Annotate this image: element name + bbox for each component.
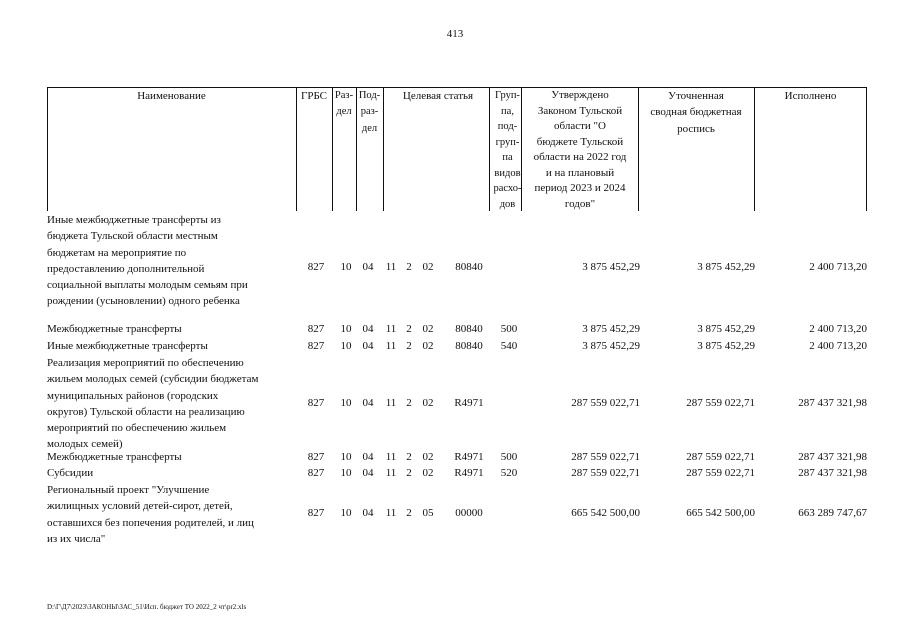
row-approved: 665 542 500,00 bbox=[571, 507, 640, 519]
header-grbs: ГРБС bbox=[300, 90, 328, 102]
row-group: 500 bbox=[500, 451, 518, 463]
row-group: 540 bbox=[500, 340, 518, 352]
row-approved: 3 875 452,29 bbox=[582, 261, 640, 273]
row-grbs: 827 bbox=[307, 323, 325, 335]
row-target-subprogram: 2 bbox=[406, 467, 412, 479]
row-updated: 3 875 452,29 bbox=[697, 261, 755, 273]
row-name: Региональный проект "Улучшение жилищных условий детей-сирот, детей, оставшихся без попечения родителей, и лиц из их числа" bbox=[47, 484, 254, 545]
row-target-code: 80840 bbox=[455, 340, 483, 352]
table-header bbox=[47, 88, 867, 211]
row-target-event: 05 bbox=[422, 507, 434, 519]
row-approved: 3 875 452,29 bbox=[582, 340, 640, 352]
row-updated: 3 875 452,29 bbox=[697, 323, 755, 335]
row-target-subprogram: 2 bbox=[406, 323, 412, 335]
row-target-code: R4971 bbox=[454, 467, 484, 479]
row-podrazdel: 04 bbox=[362, 507, 374, 519]
row-podrazdel: 04 bbox=[362, 467, 374, 479]
row-target-code: 80840 bbox=[455, 323, 483, 335]
row-target-program: 11 bbox=[385, 397, 397, 409]
row-razdel: 10 bbox=[340, 323, 352, 335]
row-razdel: 10 bbox=[340, 507, 352, 519]
row-name: Субсидии bbox=[47, 467, 94, 479]
header-target-article: Целевая статья bbox=[402, 90, 474, 102]
row-target-code: R4971 bbox=[454, 451, 484, 463]
row-name: Реализация мероприятий по обеспечению жильем молодых семей (субсидии бюджетам муниципальных районов (городских округов) Тульской области на реализацию мероприятий по обеспечению жильем молодых семей) bbox=[47, 357, 259, 451]
row-approved: 287 559 022,71 bbox=[571, 467, 640, 479]
row-target-subprogram: 2 bbox=[406, 507, 412, 519]
row-updated: 287 559 022,71 bbox=[686, 451, 755, 463]
row-target-code: 80840 bbox=[455, 261, 483, 273]
row-target-program: 11 bbox=[385, 261, 397, 273]
row-executed: 287 437 321,98 bbox=[798, 451, 867, 463]
row-executed: 287 437 321,98 bbox=[798, 467, 867, 479]
row-razdel: 10 bbox=[340, 261, 352, 273]
row-target-event: 02 bbox=[422, 323, 434, 335]
row-grbs: 827 bbox=[307, 507, 325, 519]
row-grbs: 827 bbox=[307, 340, 325, 352]
row-podrazdel: 04 bbox=[362, 323, 374, 335]
row-target-event: 02 bbox=[422, 467, 434, 479]
row-target-program: 11 bbox=[385, 340, 397, 352]
header-name: Наименование bbox=[137, 90, 206, 102]
row-target-event: 02 bbox=[422, 397, 434, 409]
row-updated: 287 559 022,71 bbox=[686, 397, 755, 409]
row-executed: 2 400 713,20 bbox=[809, 261, 867, 273]
row-name: Иные межбюджетные трансферты bbox=[47, 340, 208, 352]
row-approved: 287 559 022,71 bbox=[571, 397, 640, 409]
row-target-subprogram: 2 bbox=[406, 397, 412, 409]
page-number: 413 bbox=[446, 28, 464, 40]
header-podrazdel: Под- раз- дел bbox=[358, 90, 381, 134]
header-group: Груп- па, под- груп- па видов расхо- дов bbox=[493, 90, 522, 210]
row-podrazdel: 04 bbox=[362, 451, 374, 463]
row-updated: 3 875 452,29 bbox=[697, 340, 755, 352]
row-razdel: 10 bbox=[340, 340, 352, 352]
header-razdel: Раз- дел bbox=[334, 90, 354, 118]
row-podrazdel: 04 bbox=[362, 261, 374, 273]
row-executed: 287 437 321,98 bbox=[798, 397, 867, 409]
row-grbs: 827 bbox=[307, 467, 325, 479]
row-group: 500 bbox=[500, 323, 518, 335]
row-target-program: 11 bbox=[385, 507, 397, 519]
row-target-program: 11 bbox=[385, 467, 397, 479]
row-podrazdel: 04 bbox=[362, 397, 374, 409]
row-executed: 2 400 713,20 bbox=[809, 323, 867, 335]
row-updated: 665 542 500,00 bbox=[686, 507, 755, 519]
row-razdel: 10 bbox=[340, 467, 352, 479]
row-target-event: 02 bbox=[422, 261, 434, 273]
row-name: Межбюджетные трансферты bbox=[47, 323, 182, 335]
row-target-program: 11 bbox=[385, 323, 397, 335]
row-group: 520 bbox=[500, 467, 518, 479]
header-executed: Исполнено bbox=[784, 90, 837, 102]
row-target-event: 02 bbox=[422, 451, 434, 463]
row-target-code: R4971 bbox=[454, 397, 484, 409]
row-name: Иные межбюджетные трансферты из бюджета Тульской области местным бюджетам на мероприятие по предоставлению дополнительной социальной выплаты молодым семьям при рождении (усыновлении) одного ребенка bbox=[47, 214, 248, 308]
header-approved: Утверждено Законом Тульской области "О бюджете Тульской области на 2022 год и на плановый период 2023 и 2024 годов" bbox=[533, 89, 627, 210]
row-target-subprogram: 2 bbox=[406, 451, 412, 463]
row-executed: 663 289 747,67 bbox=[798, 507, 867, 519]
row-target-subprogram: 2 bbox=[406, 261, 412, 273]
row-target-program: 11 bbox=[385, 451, 397, 463]
row-grbs: 827 bbox=[307, 451, 325, 463]
footer-file-path: D:\Г\Д7\2023\ЗАКОНЫ\ЗАС_51\Исп. бюджет ТО 2022_2 чт\pr2.xls bbox=[47, 603, 247, 611]
row-podrazdel: 04 bbox=[362, 340, 374, 352]
row-grbs: 827 bbox=[307, 261, 325, 273]
row-approved: 3 875 452,29 bbox=[582, 323, 640, 335]
header-updated: Уточненная сводная бюджетная роспись bbox=[650, 90, 742, 135]
row-target-code: 00000 bbox=[455, 507, 483, 519]
row-razdel: 10 bbox=[340, 451, 352, 463]
row-target-subprogram: 2 bbox=[406, 340, 412, 352]
row-name: Межбюджетные трансферты bbox=[47, 451, 182, 463]
row-razdel: 10 bbox=[340, 397, 352, 409]
row-target-event: 02 bbox=[422, 340, 434, 352]
row-updated: 287 559 022,71 bbox=[686, 467, 755, 479]
row-grbs: 827 bbox=[307, 397, 325, 409]
row-approved: 287 559 022,71 bbox=[571, 451, 640, 463]
row-executed: 2 400 713,20 bbox=[809, 340, 867, 352]
